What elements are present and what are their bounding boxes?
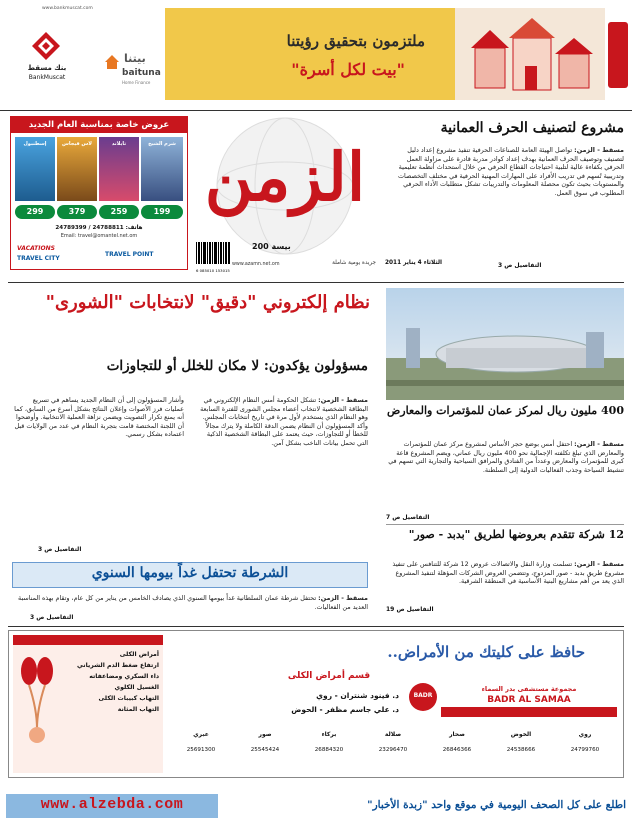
masthead-website: www.azamn.net.om: [232, 262, 280, 267]
crafts-details-link[interactable]: التفاصيل ص 3: [498, 262, 542, 269]
branch-phone: 26884320: [314, 747, 344, 753]
main-story-text-cont: وأشار المسؤولون إلى أن النظام الجديد يساهم في تسريع عمليات فرز الأصوات وإعلان النتائج بشكل أسرع من السابق، كما أنه يمنع تكرار التصويت ويضمن نزاهة العملية الانتخابية. وأوضحوا أن اللجنة المختصة قامت بتجربة النظام في عدد من الولايات قبل اعتماده بشكل رسمي.: [14, 396, 184, 439]
travel-ad-phones: هاتف: 24788811 / 24789399: [55, 225, 143, 231]
crafts-body: [388, 146, 624, 198]
destination-label: تايلاند: [111, 141, 127, 147]
travel-point-logo: TRAVEL POINT: [105, 251, 154, 258]
branch-name: الخوض: [510, 731, 532, 738]
main-story-text: تشكل الحكومة أمس النظام الإلكتروني في البطاقة الشخصية لانتخاب أعضاء مجلس الشورى للفترة السابعة وهو النظام الذي يستخدم لأول مرة في تاريخ انتخابات المجلس. وأكد المسؤولون أن النظام يضمن الدقة الكاملة ولا يترك مجالاً للخطأ أو للتجاوزات، حيث يعتمد على البطاقة الشخصية الذكية التي تحمل بيانات الناخب بشكل آمن.: [200, 396, 368, 447]
crafts-text: تواصل الهيئة العامة للصناعات الحرفية تنفيذ مشروع إعداد دليل لتصنيف وتوصيف الحرف العمانية بهدف إعداد كوادر مدربة قادرة على مزاولة العمل الحرفي بكفاءة عالية لتلبية احتياجات القطاع الحرفي من خلال استحداث أنظمة تعليمية وتدريبية تُسهم في تدريب الأفراد على المهارات المهنية الحرفية في مختلف التخصصات والمستويات بحيث تكون محصلة المعلومات والتدريبات تشكل متطلبات الأداء الحرفي المطلوب في سوق العمل.: [398, 146, 624, 197]
service-item: داء السكري ومضاعفاته: [89, 673, 159, 680]
service-item: ارتفاع ضغط الدم الشرياني: [77, 662, 159, 669]
travel-ad-prices: [15, 203, 183, 223]
conference-body[interactable]: [386, 440, 624, 474]
destination-label: إسطنبول: [23, 141, 47, 147]
house-icon: [104, 54, 120, 70]
masthead-tagline: جريدة يومية شاملة: [332, 260, 376, 266]
baituna-slogan-line2: "بيت لكل أسرة": [291, 60, 405, 79]
badr-group-ar: مجموعة مستشفى بدر السماء: [481, 685, 577, 693]
branch-name: صور: [258, 731, 272, 738]
masthead[interactable]: [192, 116, 378, 276]
branch-phone: 24538666: [506, 747, 536, 753]
travel-city-logo: TRAVEL CITY: [17, 255, 60, 262]
police-text: تحتفل شرطة عمان السلطانية غداً بيومها السنوي الذي يصادف الخامس من يناير من كل عام، وتقام بهذه المناسبة العديد من الفعاليات.: [18, 594, 368, 611]
bankmuscat-logo: [32, 32, 60, 60]
baituna-slogan-line1: ملتزمون بتحقيق رؤيتنا: [286, 32, 425, 50]
article-crafts[interactable]: [388, 116, 624, 272]
police-byline: مسقط - الزمن:: [318, 594, 368, 602]
service-item: أمراض الكلى: [119, 651, 159, 658]
conference-byline: مسقط - الزمن:: [574, 440, 624, 448]
main-headline: نظام إلكتروني "دقيق" لانتخابات "الشورى": [45, 292, 370, 313]
travel-ad-header: عروض خاصة بمناسبة العام الجديد: [11, 117, 187, 133]
main-subheadline: مسؤولون يؤكدون: لا مكان للخلل أو للتجاوزات: [106, 358, 368, 374]
main-story-col-left: [12, 396, 184, 439]
bankmuscat-name-ar: بنك مسقط: [27, 64, 67, 72]
badr-group-en: BADR AL SAMAA: [487, 695, 571, 705]
hospital-doctor-2: د. علي جاسم مظفر - الحوض: [291, 705, 399, 714]
travel-ad-destinations: [15, 137, 183, 201]
conference-text: احتفل أمس بوضع حجر الأساس لمشروع مركز عمان للمؤتمرات والمعارض الذي تبلغ تكلفته الإجمالية نحو 400 مليون ريال عماني، ويضم المشروع قاعة كبرى للمؤتمرات والمعارض وعدداً من الفنادق والمرافق السياحية والتجارية التي تسهم في تنشيط السياحة وجذب الفعاليات الدولية إلى السلطنة.: [388, 440, 624, 474]
footer-bar[interactable]: [0, 792, 632, 821]
hospital-ad-title: حافظ على كليتك من الأمراض..: [387, 643, 585, 661]
branch-name: بركاء: [321, 731, 337, 738]
price-badge: 379: [57, 205, 97, 219]
main-story-details-link[interactable]: التفاصيل ص 3: [38, 546, 82, 553]
roads-body[interactable]: [386, 560, 624, 586]
hospital-doctor-1: د. فينود شنتران - روي: [316, 691, 399, 700]
price-badge: 299: [15, 205, 55, 219]
conference-headline: 400 مليون ريال لمركز عمان للمؤتمرات والمعارض: [386, 404, 624, 417]
branches-phones-row: [169, 747, 617, 759]
bankmuscat-url: www.bankmuscat.com: [42, 6, 93, 11]
footer-slogan: اطلع على كل الصحف اليومية في موقع واحد "زبدة الأخبار": [367, 799, 626, 811]
service-item: التهاب المثانة: [117, 706, 159, 713]
houses-illustration: [455, 8, 605, 100]
crafts-headline: مشروع لتصنيف الحرف العمانية: [440, 120, 624, 136]
roads-headline: 12 شركة تتقدم بعروضها لطريق "بدبد - صور": [408, 528, 624, 541]
branch-name: عبري: [193, 731, 209, 738]
decorative-red-emblem: [608, 22, 628, 88]
destination-label: شرم الشيخ: [148, 141, 176, 147]
police-details-link[interactable]: التفاصيل ص 3: [30, 614, 74, 621]
main-story-byline: مسقط - الزمن:: [318, 396, 368, 404]
service-item: الغسيل الكلوي: [114, 684, 159, 691]
masthead-date: الثلاثاء 4 يناير 2011: [384, 260, 442, 266]
footer-website[interactable]: [6, 794, 218, 818]
divider: [8, 626, 624, 627]
badr-group-sub-text: GROUP OF HOSPITAL AND POLYCLINICS: [473, 718, 585, 724]
kidney-illustration: [19, 649, 55, 749]
masthead-price: 200 بيسة: [252, 242, 291, 251]
services-header: [13, 635, 163, 645]
conference-center-photo: [386, 288, 624, 400]
bankmuscat-ad[interactable]: [4, 4, 96, 102]
baituna-name-en: baituna: [122, 68, 161, 78]
barcode-number: 6 085010 153015: [196, 268, 230, 273]
police-body[interactable]: [12, 594, 368, 611]
branch-phone: 25545424: [250, 747, 280, 753]
divider: [8, 282, 624, 283]
badr-logo: [409, 683, 437, 711]
price-badge: 259: [99, 205, 139, 219]
roads-text: تسلمت وزارة النقل والاتصالات عروض 12 شركة للتنافس على تنفيذ مشروع طريق بدبد - صور المزدوج، وتتضمن العروض الشركات المؤهلة لتنفيذ المشروع الذي يعد من أهم مشاريع البنية الأساسية في المنطقة الشرقية.: [392, 560, 624, 586]
baituna-name-ar: بيتنا: [124, 52, 146, 65]
bankmuscat-name-en: BankMuscat: [28, 74, 66, 81]
divider: [0, 110, 632, 111]
hospital-services-panel: [13, 635, 163, 773]
roads-details-link[interactable]: التفاصيل ص 19: [386, 606, 434, 613]
travel-ad-brands: [15, 243, 183, 267]
main-story-body[interactable]: [12, 396, 368, 556]
baituna-logo[interactable]: [100, 52, 162, 92]
branch-name: صلالة: [384, 731, 402, 738]
branch-name: صحار: [449, 731, 465, 738]
barcode: [196, 242, 230, 272]
branches-names-row: [169, 731, 617, 743]
hospital-ad[interactable]: [8, 630, 624, 778]
vacations-logo: VACATIONS: [17, 245, 55, 252]
badr-group-sub: [441, 707, 617, 724]
baituna-slogan-banner[interactable]: [165, 8, 455, 100]
top-ad-banner[interactable]: [0, 0, 632, 108]
price-badge: 199: [141, 205, 183, 219]
service-item: التهاب كبيبات الكلى: [98, 695, 159, 702]
travel-ad-email: Email: travel@omantel.net.om: [60, 233, 138, 239]
services-list: [59, 649, 159, 715]
branch-phone: 25691300: [186, 747, 216, 753]
branch-phone: 26846366: [442, 747, 472, 753]
branch-name: روي: [578, 731, 592, 738]
footer-website-text: www.alzebda.com: [40, 796, 184, 813]
travel-ad[interactable]: [10, 116, 188, 270]
baituna-tagline: Home Finance: [122, 80, 151, 85]
masthead-logo: الزمن: [204, 138, 366, 216]
roads-byline: مسقط - الزمن:: [574, 560, 624, 568]
branches-table: [169, 727, 617, 773]
police-headline: الشرطة تحتفل غداً بيومها السنوي: [91, 565, 289, 581]
divider: [386, 524, 624, 525]
hospital-department: قسم أمراض الكلى: [287, 671, 371, 681]
crafts-byline: مسقط - الزمن:: [574, 146, 624, 154]
destination-label: لاس فيجاس: [61, 141, 93, 147]
main-story-col-right: [196, 396, 368, 448]
branch-phone: 24799760: [570, 747, 600, 753]
badr-logo-mark: BADR: [413, 692, 433, 699]
conference-details-link[interactable]: التفاصيل ص 7: [386, 514, 430, 521]
branch-phone: 23296470: [378, 747, 408, 753]
